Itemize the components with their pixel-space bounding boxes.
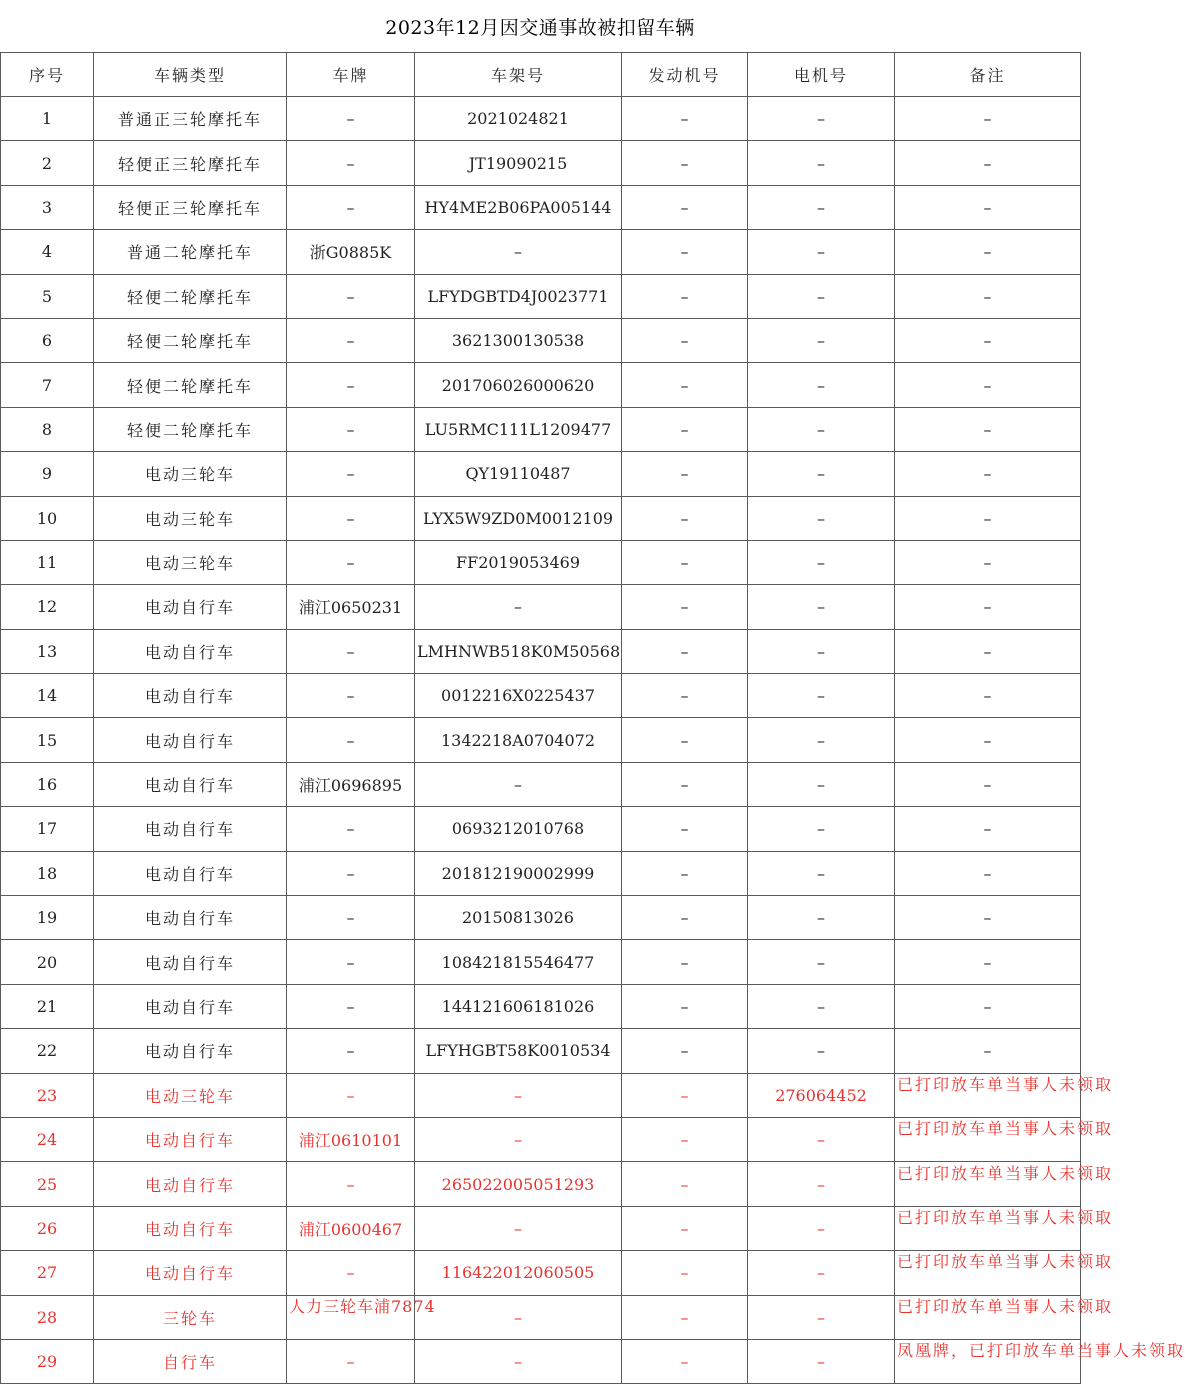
cell-plate: – [287, 807, 415, 851]
cell-plate: – [287, 1162, 415, 1206]
cell-frame-number: LMHNWB518K0M50568 [415, 629, 622, 673]
cell-motor-number: 276064452 [748, 1073, 895, 1117]
cell-vehicle-type: 轻便二轮摩托车 [94, 407, 287, 451]
cell-vehicle-type: 电动自行车 [94, 585, 287, 629]
cell-frame-number: 108421815546477 [415, 940, 622, 984]
cell-vehicle-type: 普通二轮摩托车 [94, 230, 287, 274]
cell-remarks: – [895, 452, 1081, 496]
cell-remarks: – [895, 762, 1081, 806]
cell-no: 15 [1, 718, 94, 762]
table-row [1, 452, 1081, 496]
cell-engine-number: – [622, 230, 748, 274]
cell-motor-number: – [748, 363, 895, 407]
cell-remarks: – [895, 185, 1081, 229]
cell-vehicle-type: 电动三轮车 [94, 496, 287, 540]
cell-engine-number: – [622, 274, 748, 318]
cell-vehicle-type: 电动三轮车 [94, 540, 287, 584]
cell-frame-number: 201812190002999 [415, 851, 622, 895]
cell-motor-number: – [748, 1029, 895, 1073]
cell-motor-number: – [748, 540, 895, 584]
cell-plate: – [287, 940, 415, 984]
cell-no: 25 [1, 1162, 94, 1206]
cell-plate: – [287, 896, 415, 940]
cell-vehicle-type: 电动自行车 [94, 718, 287, 762]
cell-no: 17 [1, 807, 94, 851]
cell-motor-number: – [748, 718, 895, 762]
cell-motor-number: – [748, 674, 895, 718]
cell-vehicle-type: 电动三轮车 [94, 1073, 287, 1117]
cell-motor-number: – [748, 97, 895, 141]
cell-vehicle-type: 电动三轮车 [94, 452, 287, 496]
cell-frame-number: LFYHGBT58K0010534 [415, 1029, 622, 1073]
cell-frame-number: 201706026000620 [415, 363, 622, 407]
cell-engine-number: – [622, 1073, 748, 1117]
cell-engine-number: – [622, 363, 748, 407]
cell-no: 13 [1, 629, 94, 673]
cell-no: 11 [1, 540, 94, 584]
cell-remarks [895, 1339, 1185, 1383]
cell-engine-number: – [622, 1029, 748, 1073]
cell-remarks: – [895, 274, 1081, 318]
page-title: 2023年12月因交通事故被扣留车辆 [385, 17, 695, 39]
table-row [1, 1339, 1081, 1383]
cell-engine-number: – [622, 1339, 748, 1383]
cell-engine-number: – [622, 940, 748, 984]
header-plate: 车牌 [287, 53, 415, 97]
wrapped-text: 已打印放车单当事人未领取 [897, 1207, 1114, 1227]
cell-engine-number: – [622, 1251, 748, 1295]
cell-engine-number: – [622, 674, 748, 718]
cell-no: 20 [1, 940, 94, 984]
header-remarks: 备注 [895, 53, 1081, 97]
cell-frame-number: 265022005051293 [415, 1162, 622, 1206]
cell-remarks [895, 1295, 1114, 1339]
cell-remarks: – [895, 141, 1081, 185]
cell-engine-number: – [622, 318, 748, 362]
cell-plate: – [287, 274, 415, 318]
cell-plate: – [287, 452, 415, 496]
cell-no: 14 [1, 674, 94, 718]
cell-no: 3 [1, 185, 94, 229]
cell-plate: – [287, 540, 415, 584]
table-body [1, 97, 1185, 1384]
cell-frame-number: 116422012060505 [415, 1251, 622, 1295]
cell-no: 6 [1, 318, 94, 362]
cell-plate: 浙G0885K [287, 230, 415, 274]
cell-motor-number: – [748, 274, 895, 318]
cell-remarks: – [895, 807, 1081, 851]
cell-remarks: – [895, 984, 1081, 1028]
cell-engine-number: – [622, 896, 748, 940]
cell-motor-number: – [748, 141, 895, 185]
cell-engine-number: – [622, 1295, 748, 1339]
cell-remarks [895, 1251, 1114, 1295]
cell-plate: – [287, 363, 415, 407]
cell-motor-number: – [748, 940, 895, 984]
cell-vehicle-type: 电动自行车 [94, 1117, 287, 1161]
cell-frame-number: LU5RMC111L1209477 [415, 407, 622, 451]
table-row [1, 629, 1081, 673]
cell-motor-number: – [748, 762, 895, 806]
cell-motor-number: – [748, 230, 895, 274]
cell-vehicle-type: 电动自行车 [94, 807, 287, 851]
cell-motor-number: – [748, 1117, 895, 1161]
cell-plate: – [287, 407, 415, 451]
cell-plate: – [287, 1251, 415, 1295]
table-row [1, 851, 1081, 895]
cell-remarks: – [895, 674, 1081, 718]
cell-engine-number: – [622, 807, 748, 851]
cell-frame-number: 1342218A0704072 [415, 718, 622, 762]
cell-motor-number: – [748, 851, 895, 895]
cell-vehicle-type: 电动自行车 [94, 851, 287, 895]
cell-vehicle-type: 电动自行车 [94, 1206, 287, 1250]
cell-frame-number: – [415, 1339, 622, 1383]
cell-remarks: – [895, 585, 1081, 629]
wrapped-text: 已打印放车单当事人未领取 [897, 1163, 1114, 1183]
cell-no: 24 [1, 1117, 94, 1161]
cell-motor-number: – [748, 1339, 895, 1383]
table-row [1, 1295, 1081, 1339]
cell-remarks: – [895, 851, 1081, 895]
cell-remarks: – [895, 97, 1081, 141]
cell-motor-number: – [748, 1251, 895, 1295]
cell-frame-number: LFYDGBTD4J0023771 [415, 274, 622, 318]
cell-no: 16 [1, 762, 94, 806]
cell-vehicle-type: 轻便二轮摩托车 [94, 274, 287, 318]
cell-no: 26 [1, 1206, 94, 1250]
cell-no: 9 [1, 452, 94, 496]
table-row [1, 674, 1081, 718]
cell-no: 1 [1, 97, 94, 141]
cell-frame-number: QY19110487 [415, 452, 622, 496]
cell-remarks: – [895, 363, 1081, 407]
table-row [1, 585, 1081, 629]
cell-motor-number: – [748, 496, 895, 540]
cell-motor-number: – [748, 1206, 895, 1250]
cell-remarks: – [895, 629, 1081, 673]
cell-engine-number: – [622, 629, 748, 673]
cell-plate: – [287, 718, 415, 762]
cell-frame-number: – [415, 230, 622, 274]
cell-frame-number: 144121606181026 [415, 984, 622, 1028]
cell-vehicle-type: 电动自行车 [94, 1251, 287, 1295]
table-row [1, 540, 1081, 584]
cell-no: 2 [1, 141, 94, 185]
cell-engine-number: – [622, 141, 748, 185]
cell-plate: – [287, 1029, 415, 1073]
wrapped-text: 人力三轮车浦7874 [289, 1296, 436, 1316]
cell-vehicle-type: 三轮车 [94, 1295, 287, 1339]
cell-remarks [895, 1117, 1114, 1161]
cell-engine-number: – [622, 762, 748, 806]
table-row [1, 1117, 1081, 1161]
header-frame-number: 车架号 [415, 53, 622, 97]
cell-vehicle-type: 电动自行车 [94, 762, 287, 806]
cell-vehicle-type: 电动自行车 [94, 1029, 287, 1073]
cell-engine-number: – [622, 585, 748, 629]
cell-no: 29 [1, 1339, 94, 1383]
cell-frame-number: JT19090215 [415, 141, 622, 185]
wrapped-text: 已打印放车单当事人未领取 [897, 1074, 1114, 1094]
cell-remarks: – [895, 318, 1081, 362]
table-row [1, 1162, 1081, 1206]
cell-frame-number: – [415, 1073, 622, 1117]
table-row [1, 97, 1081, 141]
cell-no: 19 [1, 896, 94, 940]
cell-remarks [895, 1206, 1114, 1250]
cell-vehicle-type: 自行车 [94, 1339, 287, 1383]
cell-plate: – [287, 97, 415, 141]
cell-no: 27 [1, 1251, 94, 1295]
header-engine-number: 发动机号 [622, 53, 748, 97]
table-row [1, 1251, 1081, 1295]
cell-remarks: – [895, 896, 1081, 940]
cell-frame-number: – [415, 1117, 622, 1161]
cell-vehicle-type: 轻便正三轮摩托车 [94, 185, 287, 229]
cell-no: 12 [1, 585, 94, 629]
header-vehicle-type: 车辆类型 [94, 53, 287, 97]
cell-motor-number: – [748, 807, 895, 851]
cell-plate [287, 1295, 436, 1339]
cell-vehicle-type: 轻便二轮摩托车 [94, 363, 287, 407]
cell-no: 21 [1, 984, 94, 1028]
table-row [1, 718, 1081, 762]
cell-frame-number: 2021024821 [415, 97, 622, 141]
cell-no: 28 [1, 1295, 94, 1339]
cell-vehicle-type: 轻便二轮摩托车 [94, 318, 287, 362]
cell-plate: – [287, 318, 415, 362]
cell-remarks [895, 1162, 1114, 1206]
cell-engine-number: – [622, 851, 748, 895]
table-row [1, 807, 1081, 851]
cell-engine-number: – [622, 496, 748, 540]
cell-remarks: – [895, 1029, 1081, 1073]
cell-engine-number: – [622, 540, 748, 584]
cell-motor-number: – [748, 896, 895, 940]
cell-vehicle-type: 电动自行车 [94, 629, 287, 673]
cell-motor-number: – [748, 984, 895, 1028]
cell-plate: 浦江0610101 [287, 1117, 415, 1161]
header-motor-number: 电机号 [748, 53, 895, 97]
cell-engine-number: – [622, 452, 748, 496]
cell-no: 10 [1, 496, 94, 540]
cell-no: 22 [1, 1029, 94, 1073]
cell-vehicle-type: 电动自行车 [94, 674, 287, 718]
table-row [1, 1073, 1081, 1117]
cell-frame-number: 0693212010768 [415, 807, 622, 851]
cell-plate: – [287, 984, 415, 1028]
cell-no: 5 [1, 274, 94, 318]
cell-plate: 浦江0600467 [287, 1206, 415, 1250]
cell-frame-number: – [415, 762, 622, 806]
cell-plate: – [287, 629, 415, 673]
cell-plate: – [287, 141, 415, 185]
cell-no: 4 [1, 230, 94, 274]
cell-remarks: – [895, 718, 1081, 762]
cell-plate: 浦江0696895 [287, 762, 415, 806]
table-row [1, 1206, 1081, 1250]
wrapped-text: 已打印放车单当事人未领取 [897, 1296, 1114, 1316]
cell-plate: 浦江0650231 [287, 585, 415, 629]
cell-remarks: – [895, 496, 1081, 540]
cell-vehicle-type: 电动自行车 [94, 984, 287, 1028]
cell-vehicle-type: 轻便正三轮摩托车 [94, 141, 287, 185]
wrapped-text: 已打印放车单当事人未领取 [897, 1252, 1114, 1272]
cell-motor-number: – [748, 629, 895, 673]
table-row [1, 496, 1081, 540]
detained-vehicles-table [0, 52, 1185, 1384]
table-header-row [1, 53, 1081, 97]
cell-plate: – [287, 1073, 415, 1117]
cell-no: 8 [1, 407, 94, 451]
cell-engine-number: – [622, 97, 748, 141]
cell-engine-number: – [622, 185, 748, 229]
wrapped-text: 已打印放车单当事人未领取 [897, 1119, 1114, 1139]
table-row [1, 940, 1081, 984]
cell-motor-number: – [748, 452, 895, 496]
table-row [1, 185, 1081, 229]
cell-plate: – [287, 1339, 415, 1383]
cell-remarks: – [895, 540, 1081, 584]
cell-frame-number: – [415, 1295, 622, 1339]
cell-frame-number: LYX5W9ZD0M0012109 [415, 496, 622, 540]
cell-vehicle-type: 普通正三轮摩托车 [94, 97, 287, 141]
cell-motor-number: – [748, 407, 895, 451]
cell-motor-number: – [748, 318, 895, 362]
cell-vehicle-type: 电动自行车 [94, 896, 287, 940]
cell-frame-number: 3621300130538 [415, 318, 622, 362]
cell-motor-number: – [748, 585, 895, 629]
table-row [1, 896, 1081, 940]
cell-frame-number: FF2019053469 [415, 540, 622, 584]
cell-engine-number: – [622, 1206, 748, 1250]
cell-vehicle-type: 电动自行车 [94, 1162, 287, 1206]
cell-no: 18 [1, 851, 94, 895]
cell-motor-number: – [748, 1162, 895, 1206]
cell-remarks [895, 1073, 1114, 1117]
cell-remarks: – [895, 407, 1081, 451]
cell-vehicle-type: 电动自行车 [94, 940, 287, 984]
cell-frame-number: – [415, 1206, 622, 1250]
cell-engine-number: – [622, 1117, 748, 1161]
cell-frame-number: HY4ME2B06PA005144 [415, 185, 622, 229]
cell-plate: – [287, 496, 415, 540]
cell-remarks: – [895, 230, 1081, 274]
table-row [1, 1029, 1081, 1073]
cell-engine-number: – [622, 1162, 748, 1206]
cell-motor-number: – [748, 185, 895, 229]
cell-remarks: – [895, 940, 1081, 984]
cell-engine-number: – [622, 718, 748, 762]
cell-motor-number: – [748, 1295, 895, 1339]
cell-frame-number: 20150813026 [415, 896, 622, 940]
table-row [1, 762, 1081, 806]
wrapped-text: 凤凰牌，已打印放车单当事人未领取 [897, 1341, 1185, 1361]
cell-no: 23 [1, 1073, 94, 1117]
cell-frame-number: 0012216X0225437 [415, 674, 622, 718]
table-row [1, 984, 1081, 1028]
table-row [1, 274, 1081, 318]
header-no: 序号 [1, 53, 94, 97]
cell-no: 7 [1, 363, 94, 407]
table-row [1, 318, 1081, 362]
table-row [1, 141, 1081, 185]
cell-plate: – [287, 851, 415, 895]
cell-plate: – [287, 674, 415, 718]
cell-engine-number: – [622, 984, 748, 1028]
table-row [1, 230, 1081, 274]
cell-engine-number: – [622, 407, 748, 451]
table-row [1, 363, 1081, 407]
table-row [1, 407, 1081, 451]
cell-frame-number: – [415, 585, 622, 629]
cell-plate: – [287, 185, 415, 229]
